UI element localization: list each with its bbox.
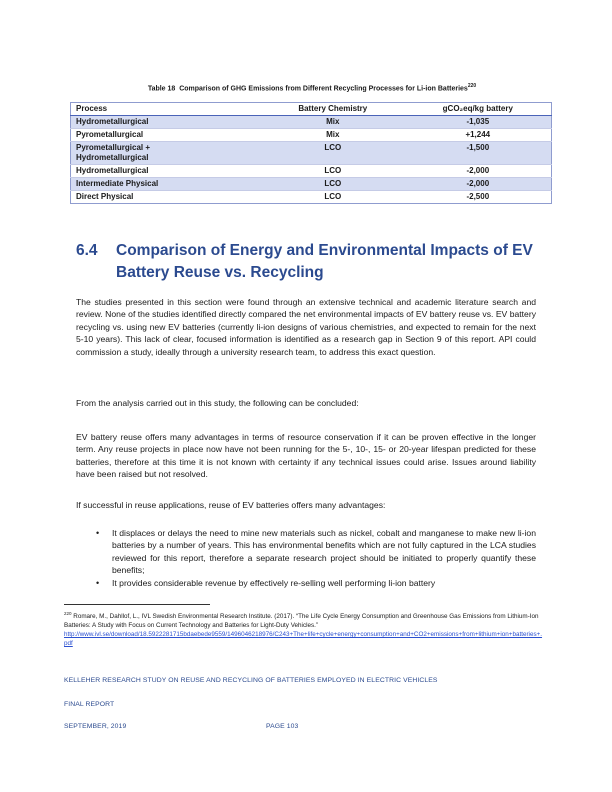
list-item-text: It provides considerable revenue by effectively re-selling well performing li-ion battery [112, 577, 436, 588]
header-emissions: gCO₂eq/kg battery [405, 103, 552, 116]
list-item [96, 527, 536, 577]
cell-process-line1: Pyrometallurgical + [76, 143, 151, 152]
table-row [71, 165, 552, 178]
table-row [71, 178, 552, 191]
bullet-icon: • [96, 528, 100, 538]
table-row [71, 129, 552, 142]
running-footer-report: FINAL REPORT [64, 701, 115, 708]
section-title-line1: Comparison of Energy and Environmental Impacts of EV [116, 242, 533, 259]
page-number: PAGE 103 [266, 723, 299, 730]
paragraph-studies: The studies presented in this section were found through an extensive technical and academic literature search and review. None of the studies identified directly compared the net environmental impacts of EV battery reuse vs. EV battery recycling vs. using new EV batteries (currently li-ion designs of various chemistries, and expected to remain for the next 5-10 years). This lack of clear, focused information is identified as a research gap in Section 9 of this report. API could commission a study, ideally through a university research team, to address this exact question. [76, 297, 536, 357]
cell-emissions: -2,000 [405, 165, 552, 178]
ghg-emissions-table [70, 102, 552, 204]
running-footer-date: SEPTEMBER, 2019 [64, 723, 127, 730]
cell-process: Intermediate Physical [71, 178, 262, 191]
cell-emissions: -2,500 [405, 191, 552, 204]
paragraph-conclusion-intro: From the analysis carried out in this study, the following can be concluded: [76, 398, 359, 408]
running-footer-date-line [64, 723, 299, 730]
section-title-line2: Battery Reuse vs. Recycling [116, 264, 324, 281]
table-header-row [71, 103, 552, 116]
section-heading [76, 240, 546, 284]
cell-chemistry: LCO [261, 191, 405, 204]
cell-chemistry: LCO [261, 178, 405, 191]
table-caption-label: Table 18 [147, 85, 176, 93]
cell-process: Hydrometallurgical [71, 116, 262, 129]
paragraph-reuse-advantages: EV battery reuse offers many advantages in terms of resource conservation if it can be proven effective in the longer term. Any reuse projects in place now have not been running for the 5-, 10-, 15- or 20-year lifespan predicted for these batteries, therefore at this time it is not known with certainty if any technical issues could arise. Issues around liability have been raised but not resolved. [76, 432, 536, 480]
cell-emissions: -2,000 [405, 178, 552, 191]
table-row [71, 142, 552, 165]
header-chemistry: Battery Chemistry [261, 103, 405, 116]
footnote-marker: 220 [64, 611, 72, 616]
list-item-text: It displaces or delays the need to mine new materials such as nickel, cobalt and manganese to make new li-ion batteries by a number of years. This has environmental benefits which are not fully captured in the LCA studies reviewed for this report, therefore a separate research project should be initiated to properly quantify these benefits; [112, 528, 536, 576]
cell-chemistry: LCO [261, 165, 405, 178]
cell-process [71, 142, 262, 165]
table-row [71, 191, 552, 204]
cell-chemistry: Mix [261, 129, 405, 142]
cell-process-line2: Hydrometallurgical [76, 153, 149, 162]
cell-emissions: -1,035 [405, 116, 552, 129]
footnote-text: Romare, M., Dahllof, L., IVL Swedish Environmental Research Institute. (2017). “The Life Cycle Energy Consumption and Greenhouse Gas Emissions from Lithium-Ion Batteries: A Study with Focus on Current Technology and Batteries for Light-Duty Vehicles.” [64, 613, 539, 630]
cell-process: Hydrometallurgical [71, 165, 262, 178]
table-row [71, 116, 552, 129]
cell-chemistry: LCO [261, 142, 405, 165]
cell-emissions: -1,500 [405, 142, 552, 165]
running-footer-title: KELLEHER RESEARCH STUDY ON REUSE AND RECYCLING OF BATTERIES EMPLOYED IN ELECTRIC VEHICLES [64, 677, 438, 684]
bullet-icon: • [96, 577, 100, 588]
table-caption-ref: 220 [467, 83, 477, 89]
cell-chemistry: Mix [261, 116, 405, 129]
cell-emissions: +1,244 [405, 129, 552, 142]
footnote-divider [64, 604, 210, 605]
list-item [96, 577, 536, 589]
paragraph-if-successful: If successful in reuse applications, reuse of EV batteries offers many advantages: [76, 500, 386, 510]
cell-process: Direct Physical [71, 191, 262, 204]
footnote-link[interactable]: http://www.ivl.se/download/18.5922281715bdaebede9559/1496046218976/C243+The+life+cycle+energy+consumption+and+CO2+emissions+from+lithium+ion+batteries+.pdf [64, 631, 543, 648]
advantages-list [96, 527, 536, 589]
header-process: Process [71, 103, 262, 116]
table-caption-text: Comparison of GHG Emissions from Different Recycling Processes for Li-ion Batteries [179, 85, 468, 93]
cell-process: Pyrometallurgical [71, 129, 262, 142]
section-number: 6.4 [76, 242, 98, 259]
table-caption [70, 83, 554, 92]
footnote [64, 609, 544, 648]
